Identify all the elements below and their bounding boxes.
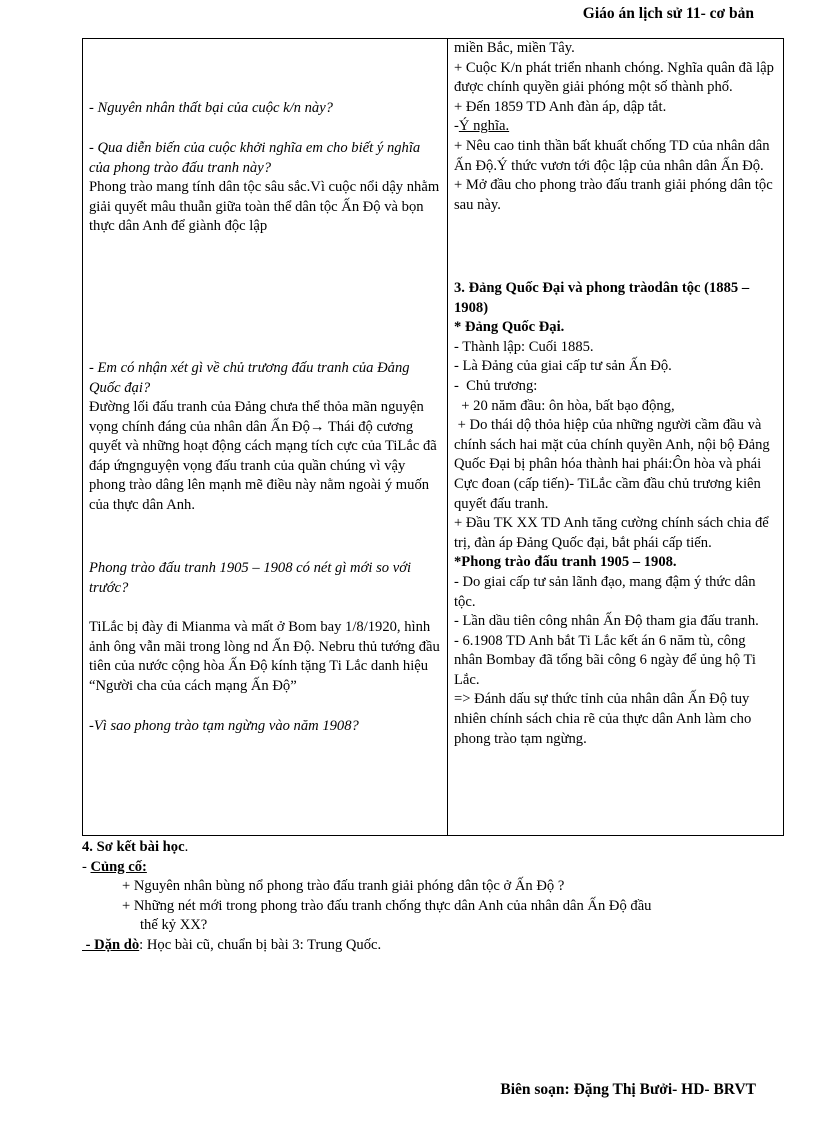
teacher-student-column (83, 39, 448, 835)
homework-text: : Học bài cũ, chuẩn bị bài 3: Trung Quốc. (139, 936, 382, 953)
consolidation-dash: - (82, 858, 91, 875)
text-dash: - (454, 118, 459, 135)
text-line: miền Bắc, miền Tây. (454, 40, 575, 56)
text-line: - Do giai cấp tư sản lãnh đạo, mang đậm ý thức dân tộc. (454, 573, 756, 610)
answer-congress: Đường lối đấu tranh của Đảng chưa thể thỏa mãn nguyện vọng chính đáng của nhân dân Ấn Độ→ Thái độ cương quyết và những hoạt động cách mạng tích cực của TiLắc đã đáp ứngnguyện vọng đấu tranh của quần chúng vì vậy phong trào dâng lên mạnh mẽ điều này nằm ngoài ý muốn của thực dân Anh. (89, 399, 437, 513)
homework (82, 936, 784, 956)
text-line: + Cuộc K/n phát triển nhanh chóng. Nghĩa quân đã lập được chính quyền giải phóng một số thành phố. (454, 59, 774, 96)
homework-label: - Dặn dò (82, 936, 140, 953)
consolidation-item-cont: thế kỷ XX? (140, 917, 208, 934)
text-line: - 6.1908 TD Anh bắt Ti Lắc kết án 6 năm tù, công nhân Bombay đã tổng bãi công 6 ngày để ủng hộ Ti Lắc. (454, 632, 756, 688)
subsection-heading: *Phong trào đấu tranh 1905 – 1908. (454, 554, 677, 571)
text-line: - Lần dầu tiên công nhân Ấn Độ tham gia đấu tranh. (454, 613, 759, 630)
section-heading: 3. Đảng Quốc Đại và phong tràodân tộc (1885 – 1908) (454, 280, 750, 316)
answer-tilac: TiLắc bị đày đi Mianma và mất ở Bom bay 1/8/1920, hình ảnh ông vẫn mãi trong lòng nd Ấn Độ. Nebru thủ tướng đầu tiên của nước cộng hòa Ấn Độ kính tặng Ti Lắc danh hiệu “Người cha của cách mạng Ấn Độ” (89, 619, 440, 694)
question-new-features: Phong trào đấu tranh 1905 – 1908 có nét gì mới so với trước? (89, 560, 412, 596)
lesson-summary (82, 838, 784, 956)
consolidation-item: + Nguyên nhân bùng nổ phong trào đấu tranh giải phóng dân tộc ở Ấn Độ ? (122, 878, 565, 895)
text-line: => Đánh dấu sự thức tỉnh của nhân dân Ấn Độ tuy nhiên chính sách chia rẽ của thực dân Anh làm cho phong trào tạm ngừng. (454, 691, 752, 747)
text-line: - Chủ trương: (454, 377, 538, 394)
text-line: + Nêu cao tinh thần bất khuất chống TD của nhân dân Ấn Độ.Ý thức vươn tới độc lập của nhân dân Ấn Độ. (454, 137, 770, 174)
summary-title (82, 838, 784, 858)
content-part-2 (454, 279, 777, 749)
text-line: - Là Đảng của giai cấp tư sản Ấn Độ. (454, 358, 672, 375)
subsection-heading: * Đảng Quốc Đại. (454, 319, 565, 336)
text-line: + Mở đầu cho phong trào đấu tranh giải phóng dân tộc sau này. (454, 177, 773, 213)
text-line: + Đầu TK XX TD Anh tăng cường chính sách chia để trị, đàn áp Đảng Quốc đại, bắt phái cấp tiến. (454, 515, 769, 551)
summary-title-text: 4. Sơ kết bài học (82, 839, 185, 855)
answer-meaning: Phong trào mang tính dân tộc sâu sắc.Vì cuộc nổi dậy nhằm giải quyết mâu thuẫn giữa toàn thể dân tộc Ấn Độ và bọn thực dân Anh để giành độc lập (89, 179, 440, 235)
author-footer: Biên soạn: Đặng Thị Bưởi- HD- BRVT (500, 1081, 756, 1098)
consolidation-heading (82, 858, 784, 878)
content-part-1 (454, 39, 777, 215)
page-header: Giáo án lịch sử 11- cơ bản (582, 5, 754, 22)
question-failure: - Nguyên nhân thất bại của cuộc k/n này? (89, 100, 333, 116)
consolidation-label: Củng cố: (90, 858, 147, 875)
text-line: + Do thái dộ thỏa hiệp của những người cầm đầu và chính sách hai mặt của chính quyền Anh, nội bộ Đảng Quốc Đại bị phân hóa thành hai phái:Ôn hòa và phái Cực đoan (cấp tiến)- TiLắc cầm đầu chủ trương kiên quyết đấu tranh. (454, 417, 774, 512)
question-meaning: - Qua diễn biến của cuộc khởi nghĩa em cho biết ý nghĩa của phong trào đấu tranh này? (89, 140, 421, 176)
text-line: + Đến 1859 TD Anh đàn áp, dập tắt. (454, 98, 667, 115)
lesson-table (82, 38, 784, 836)
summary-title-dot: . (184, 839, 189, 855)
meaning-heading (454, 117, 777, 137)
text-line: - Thành lập: Cuối 1885. (454, 338, 594, 355)
question-pause: -Vì sao phong trào tạm ngừng vào năm 1908? (89, 718, 359, 734)
meaning-label: Ý nghĩa. (458, 118, 510, 135)
content-column (448, 39, 783, 835)
question-congress: - Em có nhận xét gì về chủ trương đấu tranh của Đảng Quốc đại? (89, 360, 410, 396)
consolidation-item: + Những nét mới trong phong trào đấu tranh chống thực dân Anh của nhân dân Ấn Độ đầu (122, 897, 652, 914)
text-line: + 20 năm đầu: ôn hòa, bất bạo động, (454, 397, 675, 414)
